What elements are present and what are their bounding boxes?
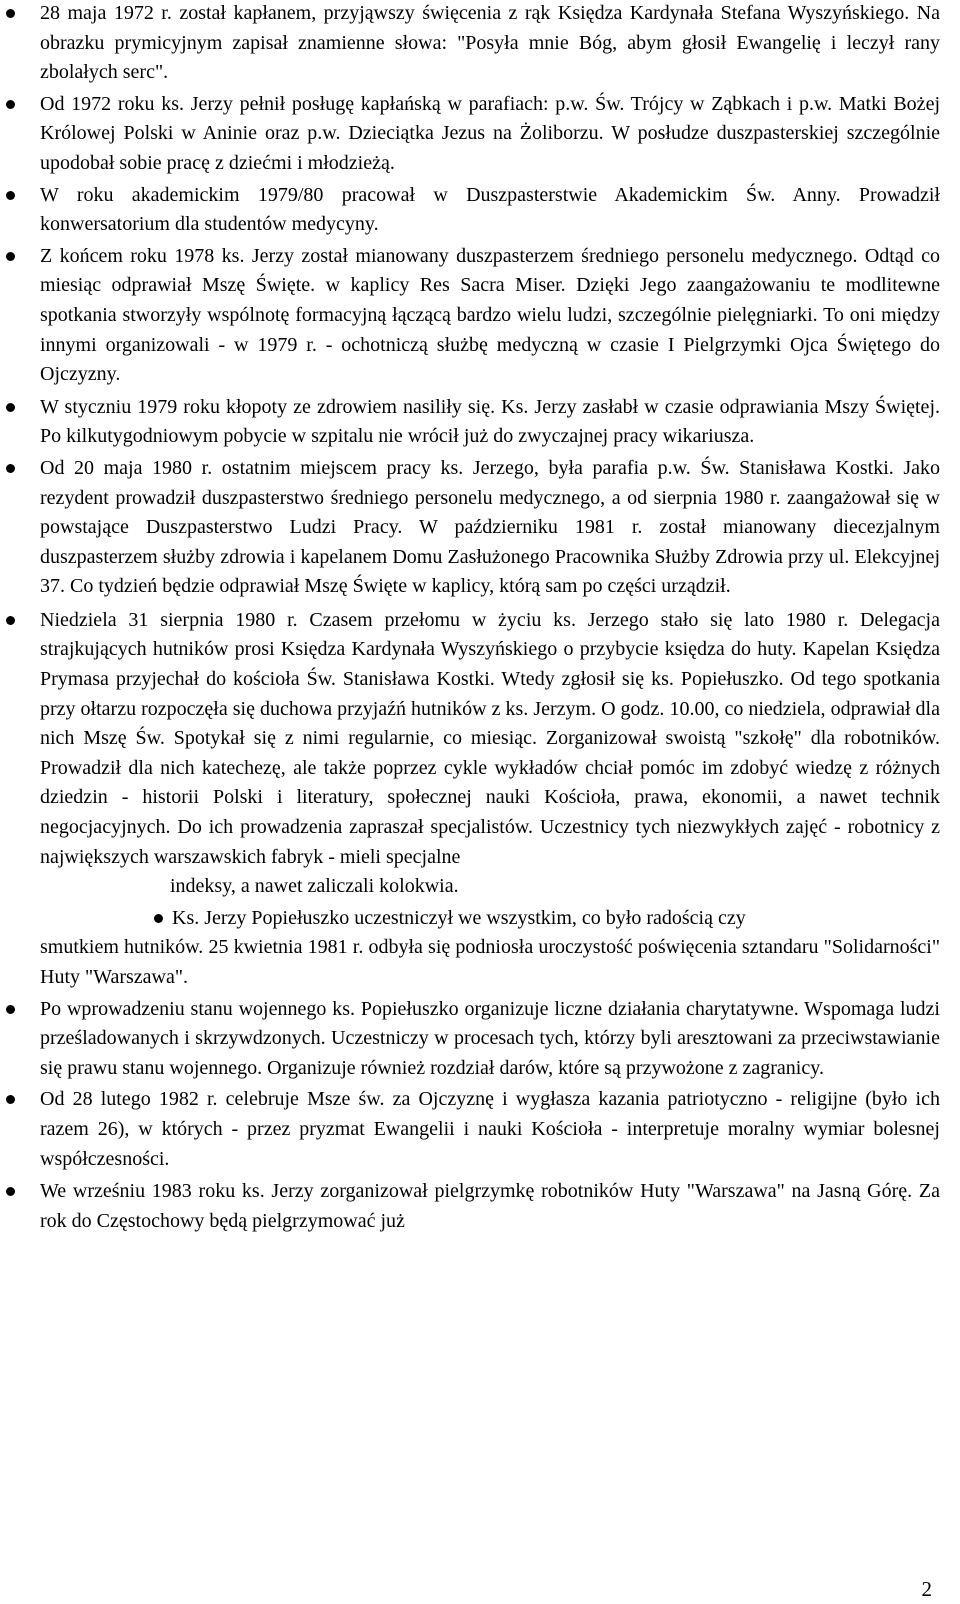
list-item [40, 606, 940, 902]
list-item-text: 28 maja 1972 r. został kapłanem, przyjąwszy święcenia z rąk Księdza Kardynała Stefana Wyszyńskiego. Na obrazku prymicyjnym zapisał znamienne słowa: "Posyła mnie Bóg, abym głosił Ewangelię i leczył rany zbolałych serc". [40, 2, 940, 84]
indented-bullet-line [40, 904, 940, 934]
list-item [40, 242, 940, 390]
list-item-text: Z końcem roku 1978 ks. Jerzy został mianowany duszpasterzem średniego personelu medycznego. Odtąd co miesiąc odprawiał Mszę Święte. w kaplicy Res Sacra Miser. Dzięki Jego zaangażowaniu te modlitewne spotkania stworzyły wspólnotę formacyjną łączącą bardzo wielu ludzi, szczególnie pielęgniarki. To oni między innymi organizowali - w 1979 r. - ochotniczą służbę medyczną w czasie I Pielgrzymki Ojca Świętego do Ojczyzny. [40, 244, 940, 386]
list-item [40, 0, 940, 88]
list-item [40, 454, 940, 602]
bullet-icon [6, 9, 15, 18]
bullet-icon [6, 100, 15, 109]
bullet-icon [6, 1005, 15, 1014]
list-item [40, 393, 940, 452]
bullet-icon [6, 252, 15, 261]
list-item [40, 904, 940, 993]
bullet-icon [6, 616, 15, 625]
list-item-continuation: indeksy, a nawet zaliczali kolokwia. [170, 875, 459, 898]
list-item [40, 1177, 940, 1236]
list-item [40, 995, 940, 1084]
page-number: 2 [921, 1577, 932, 1601]
bullet-icon [6, 403, 15, 412]
list-item-text: Po wprowadzeniu stanu wojennego ks. Popiełuszko organizuje liczne działania charytatywne. Wspomaga ludzi prześladowanych i skrzywdzonych. Uczestniczy w procesach tych, którzy byli aresztowani za przeciwstawianie się prawu stanu wojennego. Organizuje również rozdział darów, które są przywożone z zagranicy. [40, 997, 940, 1079]
list-item-text: W roku akademickim 1979/80 pracował w Duszpasterstwie Akademickim Św. Anny. Prowadził konwersatorium dla studentów medycyny. [40, 183, 940, 236]
list-item-text: Od 1972 roku ks. Jerzy pełnił posługę kapłańską w parafiach: p.w. Św. Trójcy w Ząbkach i p.w. Matki Bożej Królowej Polski w Aninie oraz p.w. Dzieciątka Jezus na Żoliborzu. W posłudze duszpasterskiej szczególnie upodobał sobie pracę z dziećmi i młodzieżą. [40, 92, 940, 174]
bullet-icon [6, 464, 15, 473]
list-item [40, 1085, 940, 1174]
list-item-text: Od 28 lutego 1982 r. celebruje Msze św. za Ojczyznę i wygłasza kazania patriotyczno - religijne (było ich razem 26), w których - przez pryzmat Ewangelii i nauki Kościoła - interpretuje moralny wymiar bolesnej współczesności. [40, 1088, 940, 1170]
bullet-icon [6, 191, 15, 200]
document-page [40, 0, 940, 1236]
list-item [40, 90, 940, 179]
list-item [40, 181, 940, 240]
bullet-icon [154, 914, 163, 923]
list-item-text: smutkiem hutników. 25 kwietnia 1981 r. odbyła się podniosła uroczystość poświęcenia sztandaru "Solidarności" Huty "Warszawa". [40, 936, 940, 988]
bullet-icon [6, 1187, 15, 1196]
list-item-text: We wrześniu 1983 roku ks. Jerzy zorganizował pielgrzymkę robotników Huty "Warszawa" na Jasną Górę. Za rok do Częstochowy będą pielgrzymować już [40, 1180, 940, 1232]
list-item-text: Od 20 maja 1980 r. ostatnim miejscem pracy ks. Jerzego, była parafia p.w. Św. Stanisława Kostki. Jako rezydent prowadził duszpasterstwo średniego personelu medycznego, a od sierpnia 1980 r. zaangażował się w powstające Duszpasterstwo Ludzi Pracy. W październiku 1981 r. został mianowany diecezjalnym duszpasterzem służby zdrowia i kapelanem Domu Zasłużonego Pracownika Służby Zdrowia przy ul. Elekcyjnej 37. Co tydzień będzie odprawiał Mszę Święte w kaplicy, którą sam po części urządził. [40, 456, 940, 598]
biography-bullet-list [40, 0, 940, 1236]
list-item-text: Ks. Jerzy Popiełuszko uczestniczył we wszystkim, co było radością czy [172, 906, 746, 929]
bullet-icon [6, 1095, 15, 1104]
list-item-text: Niedziela 31 sierpnia 1980 r. Czasem przełomu w życiu ks. Jerzego stało się lato 1980 r. Delegacja strajkujących hutników prosi Księdza Kardynała Wyszyńskiego o przybycie księdza do huty. Kapelan Księdza Prymasa przyjechał do kościoła Św. Stanisława Kostki. Wtedy zgłosił się ks. Popiełuszko. Od tego spotkania przy ołtarzu rozpoczęła się duchowa przyjaźń hutników z ks. Jerzym. O godz. 10.00, co niedziela, odprawiał dla nich Mszę Św. Spotykał się z nimi regularnie, co miesiąc. Zorganizował swoistą "szkołę" dla robotników. Prowadził dla nich katechezę, ale także poprzez cykle wykładów chciał pomóc im zdobyć wiedzę z różnych dziedzin - historii Polski i literatury, społecznej nauki Kościoła, prawa, ekonomii, a nawet technik negocjacyjnych. Do ich prowadzenia zapraszał specjalistów. Uczestnicy tych niezwykłych zajęć - robotnicy z największych warszawskich fabryk - mieli specjalne [40, 608, 940, 868]
list-item-text: W styczniu 1979 roku kłopoty ze zdrowiem nasiliły się. Ks. Jerzy zasłabł w czasie odprawiania Mszy Świętej. Po kilkutygodniowym pobycie w szpitalu nie wrócił już do zwyczajnej pracy wikariusza. [40, 395, 940, 448]
